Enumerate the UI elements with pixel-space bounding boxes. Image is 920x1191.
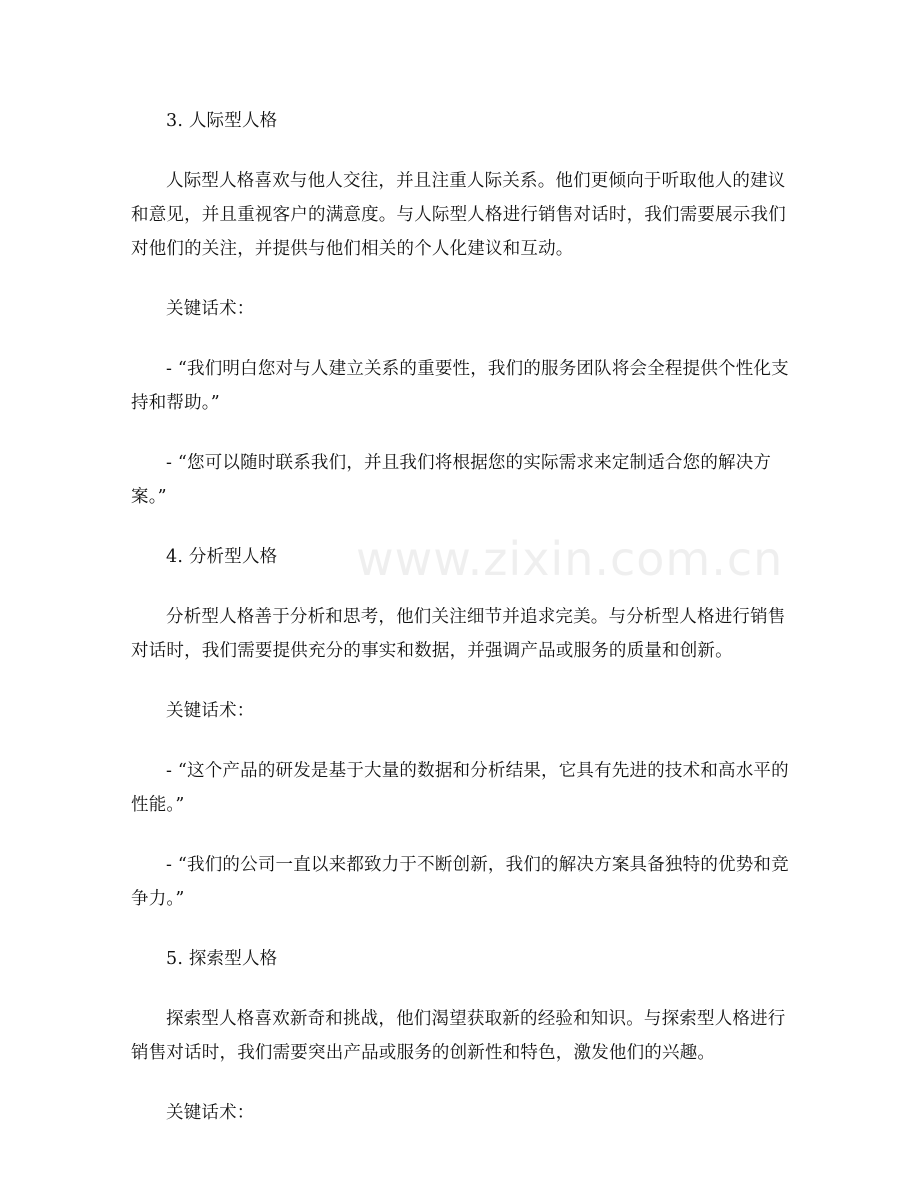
- phrase-item: - “您可以随时联系我们，并且我们将根据您的实际需求来定制适合您的解决方案。”: [131, 453, 772, 507]
- section-heading-interpersonal: 3. 人际型人格: [166, 111, 278, 131]
- key-phrases-label: 关键话术：: [166, 701, 255, 721]
- paragraph-interpersonal-description: 人际型人格喜欢与他人交往，并且注重人际关系。他们更倾向于听取他人的建议和意见，并且重视客户的满意度。与人际型人格进行销售对话时，我们需要展示我们对他们的关注，并提供与他们相关的个人化建议和互动。: [131, 171, 786, 259]
- section-heading-exploratory: 5. 探索型人格: [166, 949, 278, 969]
- phrase-item: - “我们的公司一直以来都致力于不断创新，我们的解决方案具备独特的优势和竞争力。”: [131, 855, 789, 909]
- watermark: www.zixin.com.cn: [356, 532, 784, 586]
- phrase-item: - “我们明白您对与人建立关系的重要性，我们的服务团队将会全程提供个性化支持和帮助。”: [131, 359, 789, 413]
- section-heading-analytical: 4. 分析型人格: [166, 547, 278, 567]
- document-body: [131, 104, 791, 1130]
- paragraph-exploratory-description: 探索型人格喜欢新奇和挑战，他们渴望获取新的经验和知识。与探索型人格进行销售对话时，我们需要突出产品或服务的创新性和特色，激发他们的兴趣。: [131, 1009, 786, 1063]
- paragraph-analytical-description: 分析型人格善于分析和思考，他们关注细节并追求完美。与分析型人格进行销售对话时，我们需要提供充分的事实和数据，并强调产品或服务的质量和创新。: [131, 607, 786, 661]
- key-phrases-label: 关键话术：: [166, 299, 255, 319]
- phrase-item: - “这个产品的研发是基于大量的数据和分析结果，它具有先进的技术和高水平的性能。”: [131, 761, 789, 815]
- key-phrases-label: 关键话术：: [166, 1103, 255, 1123]
